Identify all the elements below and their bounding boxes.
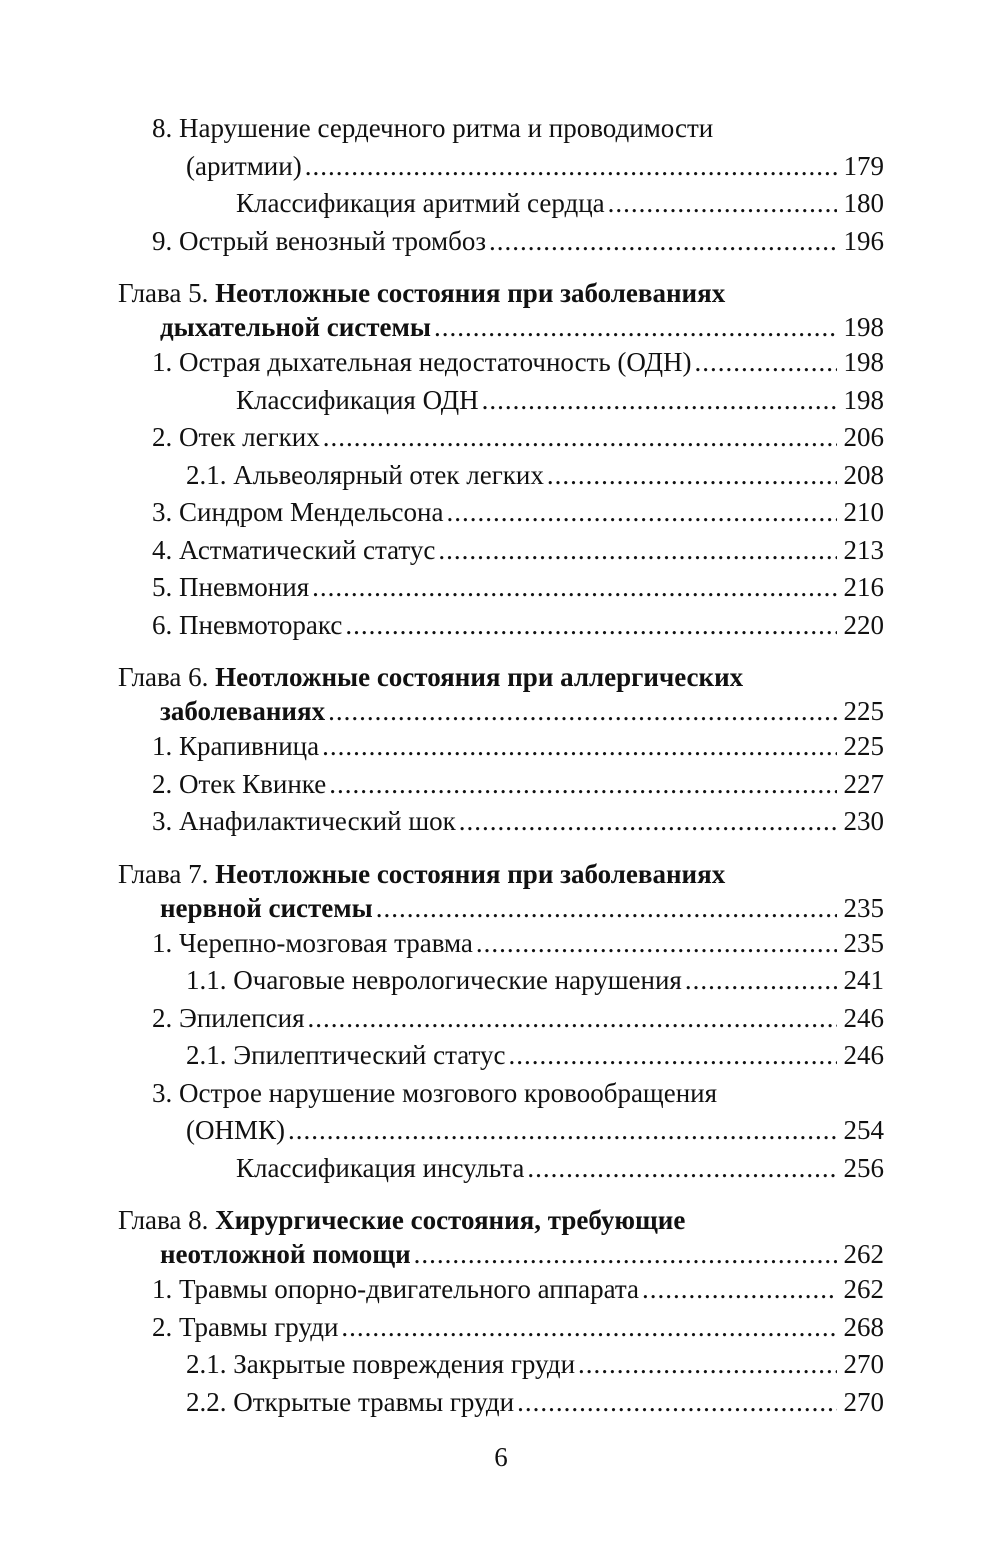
toc-entry-text: (аритмии) <box>186 150 302 181</box>
toc-page-number: 206 <box>843 422 884 452</box>
toc-page-number: 216 <box>843 572 884 602</box>
dot-leader <box>376 891 837 925</box>
dot-leader <box>476 925 837 963</box>
toc-entry-text: 3. Синдром Мендельсона <box>152 497 444 527</box>
toc-entry-title <box>118 110 884 148</box>
dot-leader <box>446 494 837 532</box>
chapter-title: заболеваниях <box>160 696 326 726</box>
toc-entry-text: 1. Травмы опорно-двигательного аппарата <box>152 1274 639 1304</box>
toc-page-number: 208 <box>843 459 884 490</box>
toc-entry-text: Классификация ОДН <box>236 384 479 415</box>
chapter-prefix: Глава 7. <box>118 858 209 889</box>
toc-entry <box>118 1346 884 1384</box>
toc-entry-text: 5. Пневмония <box>152 572 310 602</box>
chapter-prefix: Глава 6. <box>118 662 209 692</box>
chapter-prefix: Глава 5. <box>118 278 209 308</box>
toc-page-number: 198 <box>843 312 884 342</box>
toc-page-number: 235 <box>843 927 884 958</box>
toc-entry-text: 2. Травмы груди <box>152 1311 339 1342</box>
toc-entry-text: 2. Отек Квинке <box>152 768 327 799</box>
chapter-heading-cont <box>118 1237 884 1271</box>
toc-entry <box>118 803 884 841</box>
chapter-title: Неотложные состояния при аллергических <box>215 662 744 692</box>
toc-entry-text: 1. Острая дыхательная недостаточность (ОДН) <box>152 347 692 377</box>
toc-entry-text: 6. Пневмоторакс <box>152 609 343 640</box>
chapter-prefix: Глава 8. <box>118 1205 209 1235</box>
dot-leader <box>694 344 837 382</box>
chapter-title: Неотложные состояния при заболеваниях <box>215 858 726 889</box>
toc-entry <box>118 1150 884 1188</box>
toc-entry <box>118 457 884 495</box>
toc-entry-title <box>118 1075 884 1113</box>
toc-page-number: 198 <box>843 384 884 415</box>
toc-entry <box>118 569 884 607</box>
toc-entry-text: Классификация аритмий сердца <box>236 188 605 218</box>
dot-leader <box>547 457 837 495</box>
toc-entry <box>118 1384 884 1422</box>
toc-entry <box>118 766 884 804</box>
toc-entry <box>118 494 884 532</box>
toc-entry-text: 9. Острый венозный тромбоз <box>152 225 487 256</box>
dot-leader <box>307 1000 837 1038</box>
chapter-heading-cont <box>118 694 884 728</box>
toc-entry <box>118 925 884 963</box>
toc-page-number: 270 <box>843 1386 884 1417</box>
toc-page-number: 225 <box>843 696 884 726</box>
toc-entry-text: 2.2. Открытые травмы груди <box>186 1386 515 1417</box>
toc-entry <box>118 382 884 420</box>
dot-leader <box>341 1309 837 1347</box>
toc-entry-text: 2. Отек легких <box>152 422 320 452</box>
chapter-heading <box>118 276 884 310</box>
page-number: 6 <box>494 1442 508 1472</box>
toc-entry-text: Классификация инсульта <box>236 1152 525 1183</box>
dot-leader <box>322 728 837 766</box>
toc-page-number: 270 <box>843 1349 884 1379</box>
toc-entry <box>118 419 884 457</box>
dot-leader <box>434 310 837 344</box>
toc-page-number: 227 <box>843 768 884 799</box>
toc-entry <box>118 344 884 382</box>
toc-entry-text: 4. Астматический статус <box>152 534 436 565</box>
toc-entry-text: 3. Острое нарушение мозгового кровообращения <box>152 1077 718 1108</box>
toc-entry <box>118 185 884 223</box>
toc-page-number: 198 <box>843 347 884 377</box>
toc-entry-text: 1. Черепно-мозговая травма <box>152 927 473 958</box>
dot-leader <box>578 1346 837 1384</box>
toc-entry <box>118 1037 884 1075</box>
toc-page-number: 210 <box>843 497 884 527</box>
dot-leader <box>345 607 837 645</box>
dot-leader <box>685 962 837 1000</box>
table-of-contents <box>118 110 884 1421</box>
toc-entry <box>118 1271 884 1309</box>
chapter-title: Неотложные состояния при заболеваниях <box>215 278 726 308</box>
toc-page-number: 180 <box>843 188 884 218</box>
chapter-title: неотложной помощи <box>160 1239 411 1269</box>
toc-entry-text: 2.1. Альвеолярный отек легких <box>186 459 544 490</box>
dot-leader <box>527 1150 837 1188</box>
toc-page-number: 254 <box>843 1115 884 1145</box>
chapter-title: дыхательной системы <box>160 312 431 342</box>
toc-entry <box>118 728 884 766</box>
toc-page-number: 256 <box>843 1152 884 1183</box>
dot-leader <box>608 185 837 223</box>
toc-entry <box>118 607 884 645</box>
toc-entry-text: 1.1. Очаговые неврологические нарушения <box>186 965 682 995</box>
toc-page-number: 213 <box>843 534 884 565</box>
chapter-title: Хирургические состояния, требующие <box>215 1205 686 1235</box>
toc-entry-text: 3. Анафилактический шок <box>152 806 456 836</box>
dot-leader <box>288 1112 837 1150</box>
dot-leader <box>414 1237 837 1271</box>
dot-leader <box>482 382 837 420</box>
toc-entry <box>118 148 884 186</box>
dot-leader <box>312 569 837 607</box>
chapter-heading <box>118 857 884 891</box>
dot-leader <box>459 803 837 841</box>
dot-leader <box>323 419 837 457</box>
toc-entry-text: 2.1. Закрытые повреждения груди <box>186 1349 576 1379</box>
toc-page-number: 196 <box>843 225 884 256</box>
chapter-title: нервной системы <box>160 892 373 923</box>
toc-entry-text: 2. Эпилепсия <box>152 1002 305 1033</box>
toc-page-number: 225 <box>843 731 884 761</box>
toc-entry-text: 2.1. Эпилептический статус <box>186 1040 506 1070</box>
toc-page-number: 230 <box>843 806 884 836</box>
toc-entry <box>118 1000 884 1038</box>
toc-entry-text: (ОНМК) <box>186 1115 285 1145</box>
toc-page-number: 246 <box>843 1002 884 1033</box>
dot-leader <box>328 694 837 728</box>
toc-page-number: 179 <box>843 150 884 181</box>
toc-entry-text: 8. Нарушение сердечного ритма и проводимости <box>152 113 714 143</box>
dot-leader <box>642 1271 837 1309</box>
dot-leader <box>508 1037 837 1075</box>
dot-leader <box>329 766 837 804</box>
toc-entry <box>118 1112 884 1150</box>
dot-leader <box>489 223 837 261</box>
dot-leader <box>305 148 837 186</box>
chapter-heading <box>118 1203 884 1237</box>
toc-entry <box>118 223 884 261</box>
chapter-heading-cont <box>118 891 884 925</box>
book-page <box>118 0 884 1562</box>
dot-leader <box>438 532 837 570</box>
toc-entry <box>118 532 884 570</box>
toc-page-number: 235 <box>843 892 884 923</box>
chapter-heading-cont <box>118 310 884 344</box>
toc-entry <box>118 962 884 1000</box>
dot-leader <box>517 1384 837 1422</box>
toc-page-number: 268 <box>843 1311 884 1342</box>
toc-page-number: 262 <box>843 1274 884 1304</box>
toc-entry <box>118 1309 884 1347</box>
toc-page-number: 246 <box>843 1040 884 1070</box>
toc-page-number: 220 <box>843 609 884 640</box>
toc-entry-text: 1. Крапивница <box>152 731 320 761</box>
toc-page-number: 241 <box>843 965 884 995</box>
chapter-heading <box>118 660 884 694</box>
toc-page-number: 262 <box>843 1239 884 1269</box>
